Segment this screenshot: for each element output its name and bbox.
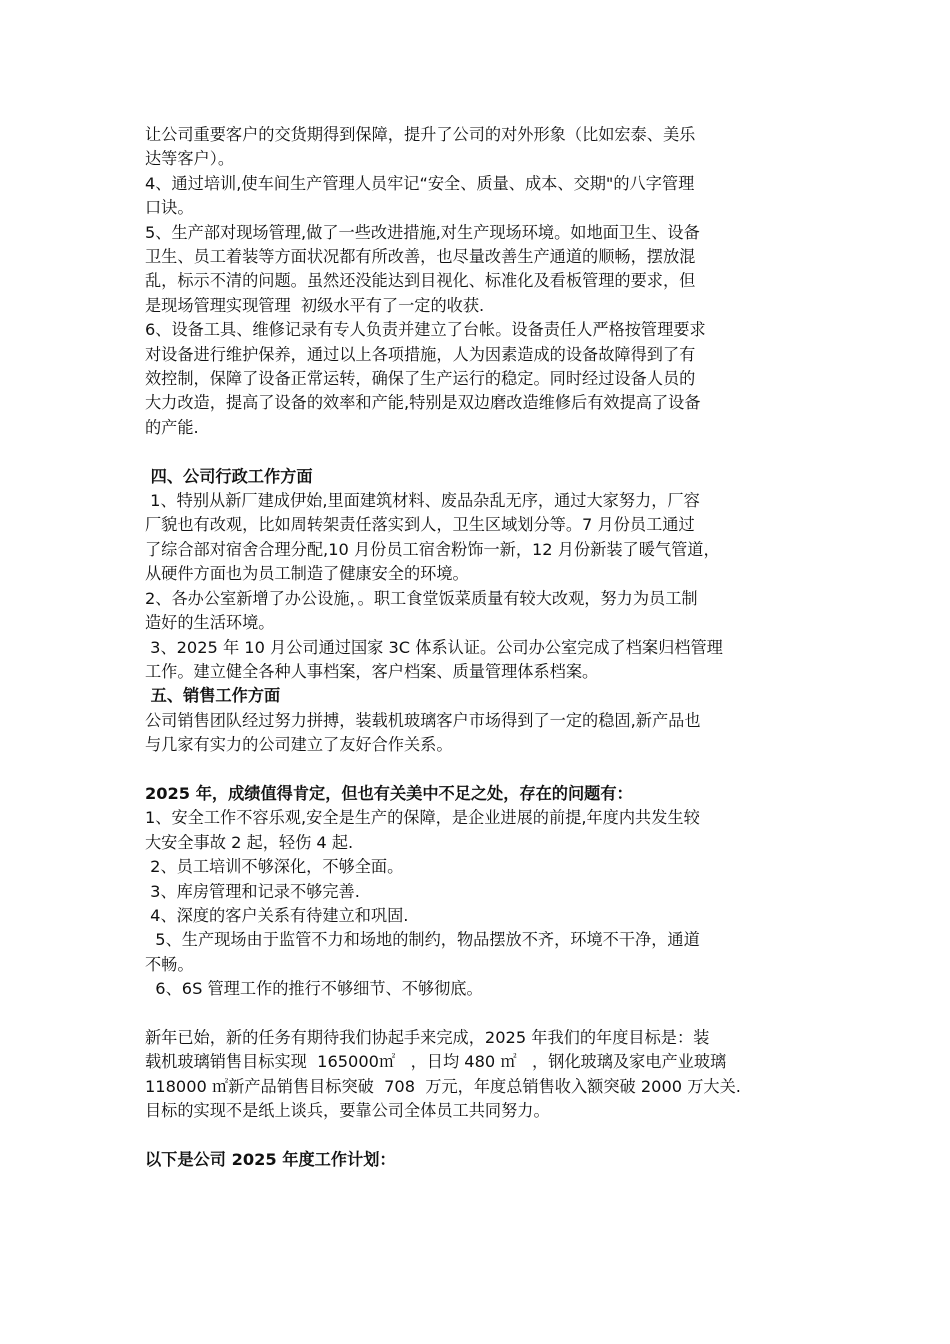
section-heading: 以下是公司 2025 年度工作计划：	[145, 1150, 396, 1169]
text-line: 2、各办公室新增了办公设施，。职工食堂饭菜质量有较大改观，努力为员工制	[145, 588, 698, 608]
section-heading: 四、公司行政工作方面	[145, 466, 313, 486]
text-line: 工作。建立健全各种人事档案，客户档案、质量管理体系档案。	[145, 661, 599, 681]
text-line: 3、库房管理和记录不够完善.	[145, 881, 360, 901]
text-line: 的产能.	[145, 417, 199, 437]
text-line: 从硬件方面也为员工制造了健康安全的环境。	[145, 564, 469, 584]
text-line: 4、深度的客户关系有待建立和巩固.	[145, 905, 409, 925]
text-line: 目标的实现不是纸上谈兵，要靠公司全体员工共同努力。	[145, 1101, 550, 1121]
text-line: 载机玻璃销售目标实现 165000㎡ ，日均 480 ㎡ ，钢化玻璃及家电产业玻璃	[145, 1052, 727, 1072]
document-body	[145, 123, 815, 1172]
text-line: 118000 ㎡新产品销售目标突破 708 万元，年度总销售收入额突破 2000 万大关.	[145, 1076, 741, 1096]
blank-line	[145, 1124, 815, 1148]
section-heading: 2025 年，成绩值得肯定，但也有关美中不足之处，存在的问题有：	[145, 783, 633, 803]
text-line: 乱，标示不清的问题。虽然还没能达到目视化、标准化及看板管理的要求，但	[145, 271, 696, 291]
text-line: 与几家有实力的公司建立了友好合作关系。	[145, 735, 453, 755]
text-line: 1、特别从新厂建成伊始,里面建筑材料、废品杂乱无序，通过大家努力，厂容	[145, 491, 700, 511]
text-line: 5、生产现场由于监管不力和场地的制约，物品摆放不齐，环境不干净，通道	[145, 930, 700, 950]
text-line: 公司销售团队经过努力拼搏，装载机玻璃客户市场得到了一定的稳固,新产品也	[145, 710, 701, 730]
text-line: 大力改造，提高了设备的效率和产能,特别是双边磨改造维修后有效提高了设备	[145, 393, 701, 413]
blank-line	[145, 440, 815, 464]
text-line: 造好的生活环境。	[145, 613, 275, 633]
text-line: 1、安全工作不容乐观,安全是生产的保障，是企业进展的前提,年度内共发生较	[145, 808, 700, 828]
text-line: 让公司重要客户的交货期得到保障，提升了公司的对外形象（比如宏泰、美乐	[145, 125, 696, 144]
text-line: 对设备进行维护保养，通过以上各项措施，人为因素造成的设备故障得到了有	[145, 344, 696, 364]
text-line: 不畅。	[145, 954, 194, 974]
text-line: 达等客户）。	[145, 149, 235, 169]
text-line: 口诀。	[145, 198, 194, 218]
text-line: 了综合部对宿舍合理分配,10 月份员工宿舍粉饰一新，12 月份新装了暖气管道，	[145, 539, 720, 559]
blank-line	[145, 1002, 815, 1026]
text-line: 6、设备工具、维修记录有专人负责并建立了台帐。设备责任人严格按管理要求	[145, 320, 706, 340]
text-line: 是现场管理实现管理 初级水平有了一定的收获.	[145, 295, 485, 315]
text-line: 效控制，保障了设备正常运转，确保了生产运行的稳定。同时经过设备人员的	[145, 369, 696, 389]
text-line: 6、6S 管理工作的推行不够细节、不够彻底。	[145, 979, 483, 999]
text-line: 3、2025 年 10 月公司通过国家 3C 体系认证。公司办公室完成了档案归档管理	[145, 637, 723, 657]
text-line: 5、生产部对现场管理,做了一些改进措施,对生产现场环境。如地面卫生、设备	[145, 222, 700, 242]
text-line: 4、通过培训,使车间生产管理人员牢记“安全、质量、成本、交期"的八字管理	[145, 173, 695, 193]
text-line: 大安全事故 2 起，轻伤 4 起.	[145, 832, 354, 852]
text-line: 新年已始，新的任务有期待我们协起手来完成，2025 年我们的年度目标是：装	[145, 1027, 710, 1047]
text-line: 卫生、员工着装等方面状况都有所改善，也尽量改善生产通道的顺畅，摆放混	[145, 247, 696, 267]
section-heading: 五、销售工作方面	[145, 686, 281, 706]
text-line: 厂貌也有改观，比如周转架责任落实到人，卫生区域划分等。7 月份员工通过	[145, 515, 695, 535]
text-line: 2、员工培训不够深化，不够全面。	[145, 857, 404, 877]
blank-line	[145, 758, 815, 782]
